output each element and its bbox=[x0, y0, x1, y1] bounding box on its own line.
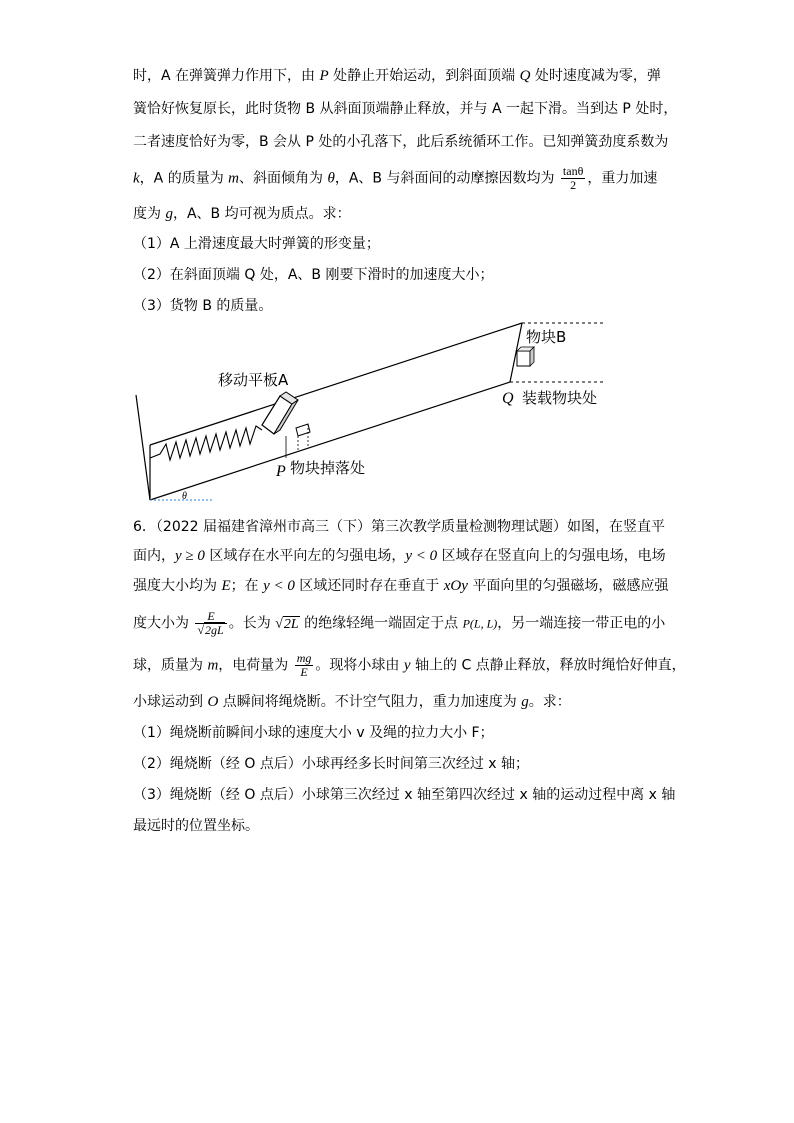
p5-question-2: （2）在斜面顶端 Q 处，A、B 刚要下滑时的加速度大小； bbox=[133, 267, 494, 283]
label-drop-position: 物块掉落处 bbox=[290, 459, 366, 477]
block-b bbox=[517, 347, 534, 366]
text: 球，质量为 bbox=[133, 657, 208, 674]
text: ，电荷量为 bbox=[218, 657, 293, 674]
label-plate-a: 移动平板A bbox=[218, 371, 289, 389]
p6-line-6 bbox=[133, 692, 571, 714]
p5-line-3: 二者速度恰好为零，B 会从 P 处的小孔落下，此后系统循环工作。已知弹簧劲度系数为 bbox=[133, 134, 669, 150]
text: 区域还同时存在垂直于 bbox=[294, 578, 444, 594]
text: 点瞬间将绳烧断。不计空气阻力，重力加速度为 bbox=[218, 694, 522, 710]
text: 度为 bbox=[133, 206, 166, 222]
fraction-numerator: mg bbox=[296, 651, 312, 665]
label-p: P bbox=[276, 463, 286, 480]
sqrt-2l: √2L bbox=[275, 616, 299, 632]
text: ，A 的质量为 bbox=[139, 170, 229, 187]
p6-line-4 bbox=[133, 609, 666, 637]
plane-xoy: xOy bbox=[443, 578, 468, 594]
label-load-position: 装载物块处 bbox=[522, 389, 598, 407]
p6-question-3: （3）绳烧断（经 O 点后）小球第三次经过 x 轴至第四次经过 x 轴的运动过程中离 x 轴 bbox=[133, 787, 676, 803]
symbol-o: O bbox=[207, 694, 219, 710]
text: 处时速度减为零，弹 bbox=[530, 68, 661, 84]
p5-line-4 bbox=[133, 164, 658, 192]
fraction-denominator: E bbox=[300, 665, 308, 679]
point-p: P(L, L) bbox=[462, 616, 498, 631]
text: ；在 bbox=[230, 578, 264, 594]
text: ，重力加速 bbox=[587, 170, 658, 187]
label-theta: θ bbox=[182, 491, 187, 502]
text: 度大小为 bbox=[133, 615, 194, 632]
condition-y-ge-0: y ≥ 0 bbox=[175, 548, 205, 564]
p6-line-1: 6．（2022 届福建省漳州市高三（下）第三次教学质量检测物理试题）如图，在竖直平 bbox=[133, 519, 665, 535]
fraction-numerator: E bbox=[195, 610, 226, 624]
text: 时，A 在弹簧弹力作用下，由 bbox=[133, 68, 320, 84]
p6-question-1: （1）绳烧断前瞬间小球的速度大小 v 及绳的拉力大小 F； bbox=[133, 725, 494, 741]
label-q: Q bbox=[502, 390, 514, 407]
label-block-b: 物块B bbox=[526, 328, 567, 346]
text: 面内， bbox=[133, 548, 175, 564]
symbol-m: m bbox=[207, 657, 219, 674]
incline-diagram bbox=[130, 318, 620, 508]
text: 的绝缘轻绳一端固定于点 bbox=[299, 615, 463, 632]
text: 。求： bbox=[528, 694, 571, 710]
symbol-k: k bbox=[133, 170, 140, 187]
p6-line-2 bbox=[133, 546, 666, 568]
text: 区域存在竖直向上的匀强电场，电场 bbox=[437, 548, 666, 564]
text: 区域存在水平向左的匀强电场， bbox=[204, 548, 406, 564]
text: 。长为 bbox=[228, 615, 276, 632]
symbol-g: g bbox=[521, 694, 529, 710]
symbol-q: Q bbox=[519, 68, 531, 84]
condition-y-lt-0: y < 0 bbox=[405, 548, 438, 564]
fraction-numerator: tanθ bbox=[562, 164, 584, 178]
p5-line-1 bbox=[133, 66, 661, 88]
text: ，A、B 均可视为质点。求： bbox=[172, 206, 351, 222]
text: 轴上的 C 点静止释放，释放时绳恰好伸直， bbox=[410, 657, 686, 674]
p6-question-3-cont: 最远时的位置坐标。 bbox=[133, 818, 259, 834]
p5-line-5 bbox=[133, 204, 351, 226]
fraction-denominator: √2gL bbox=[197, 623, 224, 637]
text: 小球运动到 bbox=[133, 694, 208, 710]
text: 、斜面倾角为 bbox=[239, 170, 328, 187]
symbol-theta: θ bbox=[327, 170, 335, 187]
plate-a bbox=[262, 392, 298, 434]
fraction-denominator: 2 bbox=[570, 178, 577, 192]
text: ，另一端连接一带正电的小 bbox=[497, 615, 666, 632]
text: 处静止开始运动，到斜面顶端 bbox=[328, 68, 520, 84]
fraction-tan-theta-over-2 bbox=[561, 165, 585, 192]
text: 平面向里的匀强磁场，磁感应强 bbox=[467, 578, 669, 594]
radicand: 2L bbox=[283, 616, 299, 632]
text: 。现将小球由 bbox=[315, 657, 404, 674]
symbol-g: g bbox=[165, 206, 173, 222]
symbol-y: y bbox=[403, 657, 411, 674]
p6-line-5 bbox=[133, 651, 686, 679]
text: ，A、B 与斜面间的动摩擦因数均为 bbox=[334, 170, 559, 187]
symbol-p: P bbox=[319, 68, 329, 84]
small-block-at-p bbox=[296, 424, 310, 450]
radicand: 2gL bbox=[205, 623, 224, 637]
p5-question-1: （1）A 上滑速度最大时弹簧的形变量； bbox=[133, 236, 380, 252]
symbol-e: E bbox=[221, 578, 231, 594]
symbol-m: m bbox=[228, 170, 239, 187]
p5-question-3: （3）货物 B 的质量。 bbox=[133, 298, 273, 314]
text: 强度大小均为 bbox=[133, 578, 222, 594]
fraction-mg-over-e bbox=[295, 652, 314, 679]
p6-line-3 bbox=[133, 576, 668, 598]
incline-top-edge bbox=[150, 323, 522, 445]
p6-question-2: （2）绳烧断（经 O 点后）小球再经多长时间第三次经过 x 轴； bbox=[133, 756, 530, 772]
condition-y-lt-0: y < 0 bbox=[263, 578, 295, 594]
spring bbox=[150, 426, 262, 460]
fraction-e-over-sqrt-2gl bbox=[195, 610, 226, 637]
back-wall bbox=[136, 395, 150, 500]
p5-line-2: 簧恰好恢复原长，此时货物 B 从斜面顶端静止释放，并与 A 一起下滑。当到达 P 处时， bbox=[133, 101, 678, 117]
